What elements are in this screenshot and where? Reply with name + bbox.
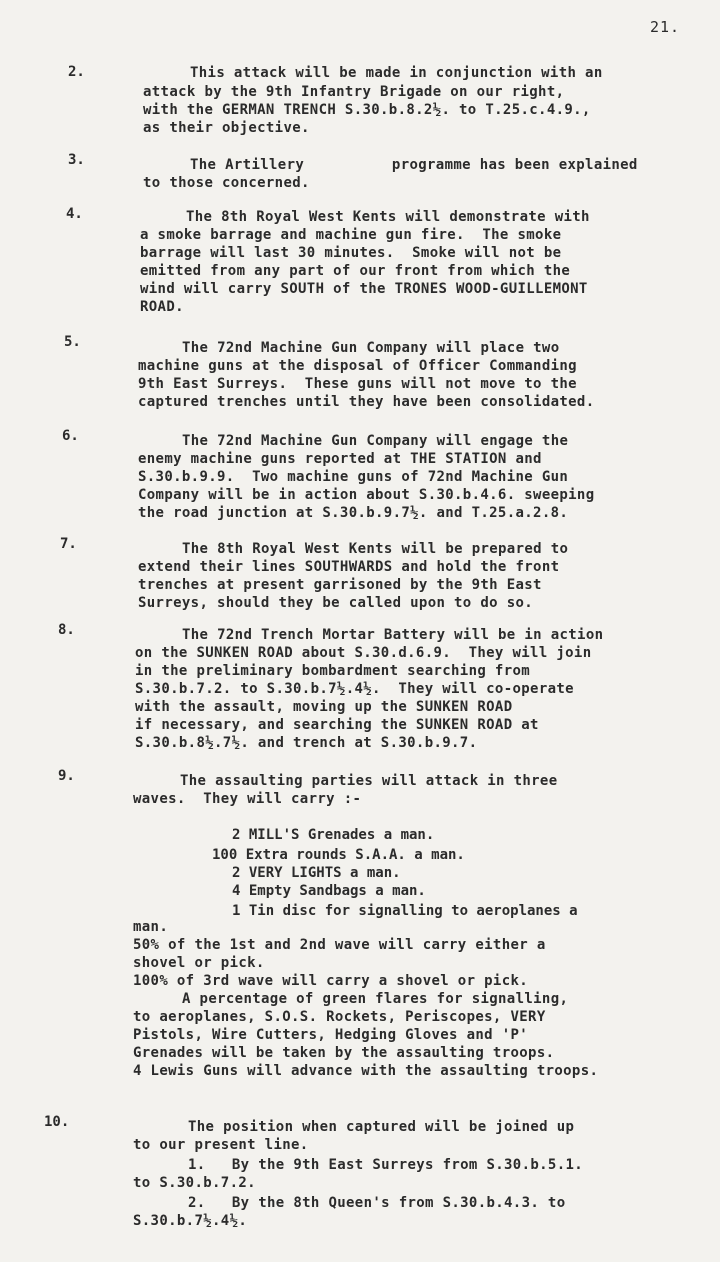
para-line: shovel or pick. [133,955,265,971]
carry-item: 4 Empty Sandbags a man. [232,883,426,899]
para-number: 4. [66,206,83,222]
para-line: The 8th Royal West Kents will demonstrate with [186,209,590,225]
para-line: in the preliminary bombardment searching from [135,663,531,679]
para-line: S.30.b.7½.4½. [133,1213,248,1229]
para-line: The 8th Royal West Kents will be prepared to [182,541,569,557]
para-line: 1. By the 9th East Surreys from S.30.b.5.1. [188,1157,584,1173]
para-line: 4 Lewis Guns will advance with the assaulting troops. [133,1063,599,1079]
para-line: The 72nd Machine Gun Company will engage the [182,433,569,449]
para-line: as their objective. [143,120,310,136]
para-line: with the GERMAN TRENCH S.30.b.8.2½. to T.25.c.4.9., [143,102,591,118]
para-line: 9th East Surreys. These guns will not move to the [138,376,577,392]
para-line: 100% of 3rd wave will carry a shovel or pick. [133,973,529,989]
para-line: to S.30.b.7.2. [133,1175,256,1191]
para-line: if necessary, and searching the SUNKEN ROAD at [135,717,539,733]
para-line: The 72nd Machine Gun Company will place two [182,340,560,356]
para-line: to aeroplanes, S.O.S. Rockets, Periscopes, VERY [133,1009,546,1025]
para-line: the road junction at S.30.b.9.7½. and T.25.a.2.8. [138,505,569,521]
para-number: 7. [60,536,77,552]
para-line: A percentage of green flares for signalling, [182,991,569,1007]
para-line: Surreys, should they be called upon to do so. [138,595,534,611]
para-line: 2. By the 8th Queen's from S.30.b.4.3. to [188,1195,566,1211]
para-line: to our present line. [133,1137,309,1153]
para-line: with the assault, moving up the SUNKEN ROAD [135,699,513,715]
para-line: ROAD. [140,299,184,315]
para-line: The Artillery programme has been explained [190,157,638,173]
para-line: on the SUNKEN ROAD about S.30.d.6.9. They will join [135,645,592,661]
para-line: barrage will last 30 minutes. Smoke will not be [140,245,562,261]
para-line: S.30.b.7.2. to S.30.b.7½.4½. They will co-operate [135,681,574,697]
para-line: The position when captured will be joined up [188,1119,575,1135]
para-number: 2. [68,64,85,80]
para-line: trenches at present garrisoned by the 9th East [138,577,542,593]
para-line: S.30.b.8½.7½. and trench at S.30.b.9.7. [135,735,478,751]
para-number: 8. [58,622,75,638]
para-line: The assaulting parties will attack in three [180,773,558,789]
para-line: Company will be in action about S.30.b.4.6. sweeping [138,487,595,503]
para-line: 50% of the 1st and 2nd wave will carry either a [133,937,546,953]
para-line: attack by the 9th Infantry Brigade on our right, [143,84,565,100]
para-line: a smoke barrage and machine gun fire. The smoke [140,227,562,243]
page-number: 21. [650,18,681,36]
carry-item: 1 Tin disc for signalling to aeroplanes a [232,903,578,919]
para-number: 10. [44,1114,70,1130]
para-number: 9. [58,768,75,784]
para-line: machine guns at the disposal of Officer Commanding [138,358,577,374]
para-line: enemy machine guns reported at THE STATION and [138,451,542,467]
para-number: 6. [62,428,79,444]
para-line: captured trenches until they have been consolidated. [138,394,595,410]
para-number: 5. [64,334,81,350]
carry-item: 100 Extra rounds S.A.A. a man. [212,847,465,863]
para-line: This attack will be made in conjunction with an [190,65,603,81]
para-line: Grenades will be taken by the assaulting troops. [133,1045,555,1061]
para-line: Pistols, Wire Cutters, Hedging Gloves and 'P' [133,1027,529,1043]
para-line: extend their lines SOUTHWARDS and hold the front [138,559,560,575]
carry-item: 2 MILL'S Grenades a man. [232,827,435,843]
para-line: wind will carry SOUTH of the TRONES WOOD-GUILLEMONT [140,281,588,297]
para-line: The 72nd Trench Mortar Battery will be in action [182,627,604,643]
para-line: S.30.b.9.9. Two machine guns of 72nd Machine Gun [138,469,569,485]
para-line: to those concerned. [143,175,310,191]
para-line: man. [133,919,169,935]
para-line: waves. They will carry :- [133,791,362,807]
para-number: 3. [68,152,85,168]
carry-item: 2 VERY LIGHTS a man. [232,865,401,881]
para-line: emitted from any part of our front from which the [140,263,571,279]
